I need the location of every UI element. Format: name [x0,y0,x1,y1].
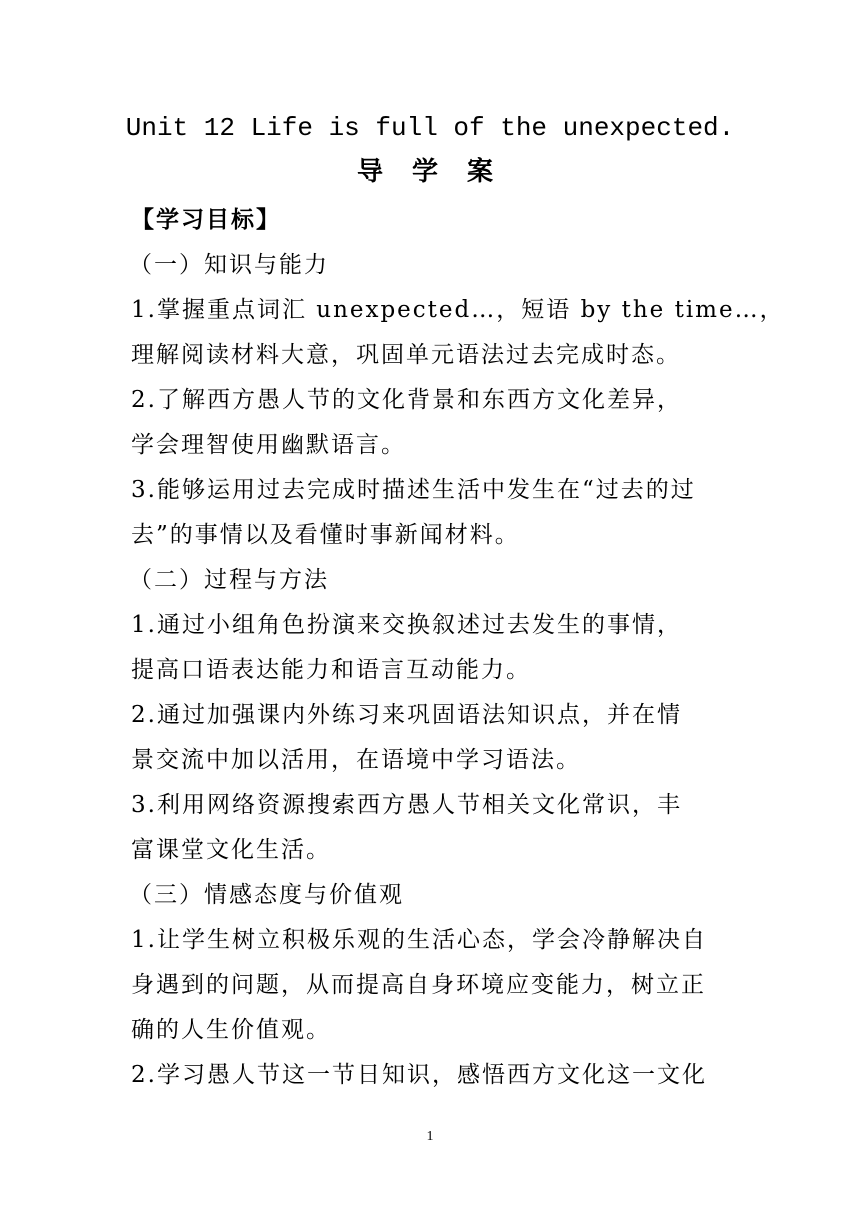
body-line: 身遇到的问题，从而提高自身环境应变能力，树立正 [131,972,706,998]
document-title: Unit 12 Life is full of the unexpected. [125,113,735,143]
body-line: 提高口语表达能力和语言互动能力。 [131,657,531,683]
body-line: 2.学习愚人节这一节日知识，感悟西方文化这一文化 [131,1062,707,1088]
body-line: 2.通过加强课内外练习来巩固语法知识点，并在情 [131,702,682,728]
subsection-heading-knowledge-ability: （一）知识与能力 [129,252,329,278]
body-line: 富课堂文化生活。 [131,837,331,863]
body-line: 1.让学生树立积极乐观的生活心态，学会冷静解决自 [131,927,707,953]
subsection-heading-process-method: （二）过程与方法 [129,567,329,593]
section-heading-learning-objectives: 【学习目标】 [131,207,281,233]
document-subtitle: 导 学 案 [356,157,504,187]
body-line: 确的人生价值观。 [131,1017,331,1043]
document-body [129,198,785,1098]
body-line: 3.能够运用过去完成时描述生活中发生在“过去的过 [131,477,696,503]
page-number: 1 [426,1129,434,1144]
body-line: 理解阅读材料大意，巩固单元语法过去完成时态。 [131,342,681,368]
body-line: 2.了解西方愚人节的文化背景和东西方文化差异， [131,387,682,413]
body-line: 学会理智使用幽默语言。 [131,432,406,458]
body-line: 1.掌握重点词汇 unexpected…，短语 by the time…， [131,297,785,323]
body-line: 1.通过小组角色扮演来交换叙述过去发生的事情， [131,612,682,638]
body-line: 3.利用网络资源搜索西方愚人节相关文化常识，丰 [131,792,682,818]
subsection-heading-emotion-values: （三）情感态度与价值观 [129,882,404,908]
body-line: 景交流中加以活用，在语境中学习语法。 [131,747,581,773]
body-line: 去”的事情以及看懂时事新闻材料。 [131,522,520,548]
